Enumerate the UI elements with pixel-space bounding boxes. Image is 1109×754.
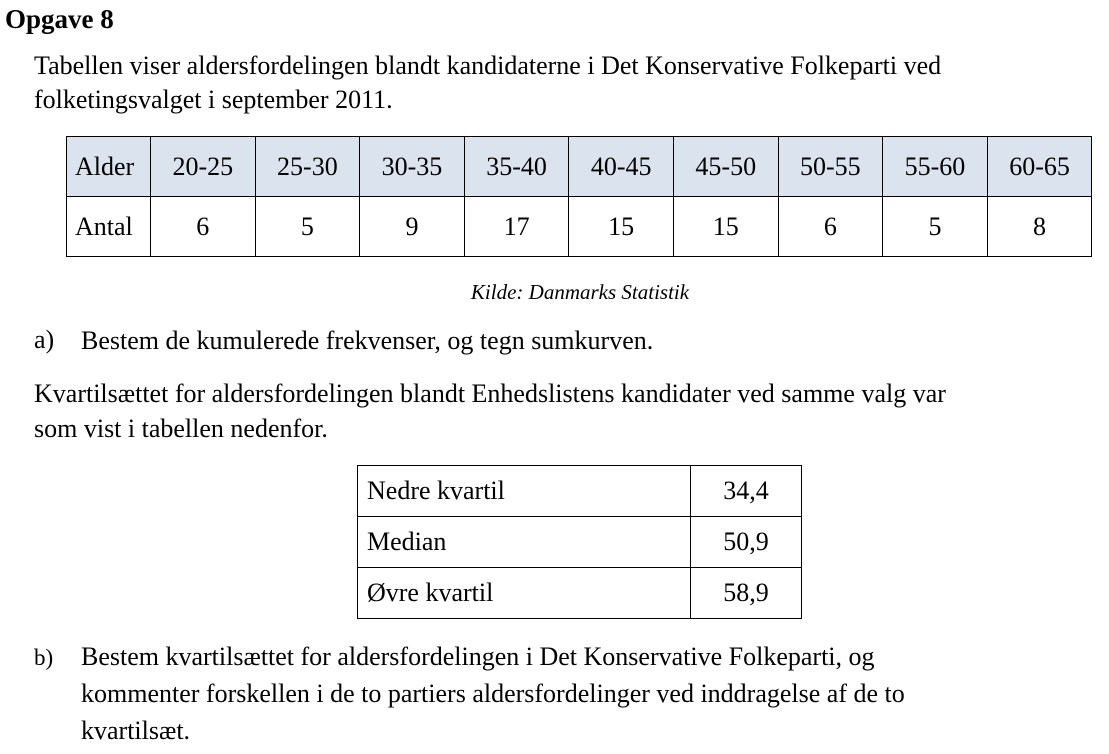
age-interval-cell: 55-60	[883, 137, 988, 197]
age-interval-row	[67, 137, 1092, 197]
quartile-row	[358, 568, 802, 619]
count-cell: 9	[360, 197, 465, 257]
count-cell: 6	[778, 197, 883, 257]
age-interval-cell: 30-35	[360, 137, 465, 197]
quartile-value-cell: 50,9	[691, 517, 802, 568]
count-cell: 15	[569, 197, 674, 257]
age-interval-cell: 40-45	[569, 137, 674, 197]
count-row	[67, 197, 1092, 257]
question-b-text-line-3: kvartilsæt.	[81, 716, 191, 745]
intro-text-line-2: folketingsvalget i september 2011.	[34, 85, 393, 114]
count-cell: 5	[883, 197, 988, 257]
kvartil-intro-line-2: som vist i tabellen nedenfor.	[34, 414, 328, 443]
age-interval-cell: 25-30	[255, 137, 360, 197]
exercise-title: Opgave 8	[5, 4, 114, 34]
question-b-text-line-1: Bestem kvartilsættet for aldersfordelingen i Det Konservative Folkeparti, og	[81, 642, 875, 671]
question-a-text: Bestem de kumulerede frekvenser, og tegn sumkurven.	[81, 326, 654, 355]
count-cell: 15	[673, 197, 778, 257]
age-interval-cell: 35-40	[464, 137, 569, 197]
age-interval-cell: 45-50	[673, 137, 778, 197]
kvartil-intro-line-1: Kvartilsættet for aldersfordelingen blandt Enhedslistens kandidater ved samme valg var	[34, 379, 946, 408]
age-distribution-table	[66, 136, 1092, 257]
count-cell: 8	[987, 197, 1092, 257]
age-interval-cell: 20-25	[151, 137, 256, 197]
quartile-name-cell: Øvre kvartil	[358, 568, 691, 619]
source-caption: Kilde: Danmarks Statistik	[470, 280, 690, 304]
row-header-antal: Antal	[67, 197, 151, 257]
quartile-value-cell: 58,9	[691, 568, 802, 619]
age-interval-cell: 50-55	[778, 137, 883, 197]
question-b-text-line-2: kommenter forskellen i de to partiers aldersfordelinger ved inddragelse af de to	[81, 679, 905, 708]
row-header-alder: Alder	[67, 137, 151, 197]
age-interval-cell: 60-65	[987, 137, 1092, 197]
quartile-row	[358, 517, 802, 568]
count-cell: 5	[255, 197, 360, 257]
quartile-name-cell: Median	[358, 517, 691, 568]
quartile-row	[358, 466, 802, 517]
intro-text-line-1: Tabellen viser aldersfordelingen blandt kandidaterne i Det Konservative Folkeparti ved	[34, 51, 942, 80]
quartile-value-cell: 34,4	[691, 466, 802, 517]
question-b-label: b)	[34, 645, 54, 670]
question-a-label: a)	[34, 325, 55, 354]
count-cell: 6	[151, 197, 256, 257]
quartile-name-cell: Nedre kvartil	[358, 466, 691, 517]
count-cell: 17	[464, 197, 569, 257]
quartile-table	[357, 465, 802, 619]
